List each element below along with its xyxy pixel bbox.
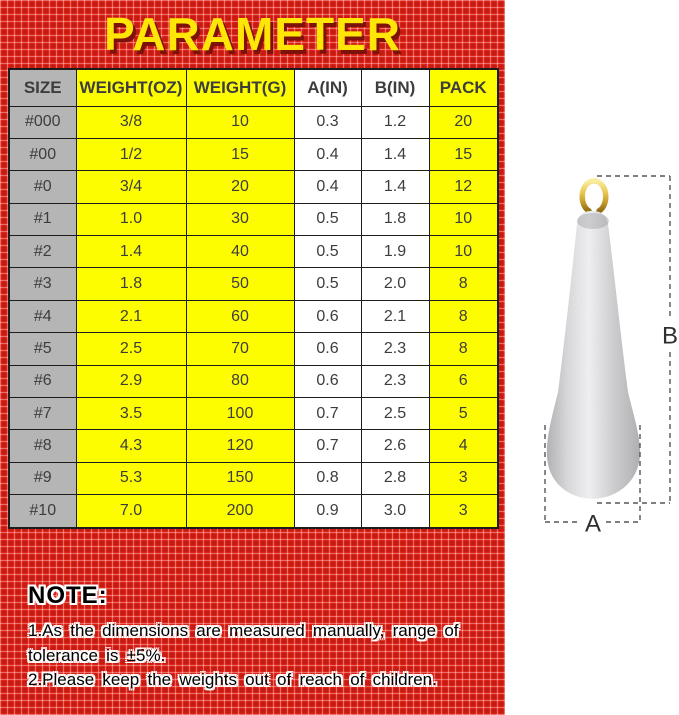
note-section [28,582,480,693]
table-cell: 1.4 [76,236,186,268]
column-header-weight-g: WEIGHT(G) [186,69,294,106]
eyelet-icon [582,181,605,211]
table-cell: 3.5 [76,398,186,430]
table-row [9,203,498,235]
table-cell: 40 [186,236,294,268]
table-cell: 50 [186,268,294,300]
table-row [9,365,498,397]
table-header-row [9,69,498,106]
table-cell: 0.8 [294,462,361,494]
table-cell: 0.5 [294,236,361,268]
table-cell: 4 [429,430,498,462]
table-cell: 10 [186,106,294,138]
table-cell: 1.8 [76,268,186,300]
table-cell: 12 [429,171,498,203]
table-cell: 2.3 [361,333,429,365]
table-cell: 2.9 [76,365,186,397]
table-cell: 1/2 [76,138,186,170]
table-cell: 3/8 [76,106,186,138]
table-cell: 0.7 [294,398,361,430]
table-cell: 1.4 [361,171,429,203]
column-header-a-in: A(IN) [294,69,361,106]
sinker-diagram [505,0,679,715]
table-cell: 7.0 [76,495,186,528]
table-row [9,333,498,365]
table-body [9,106,498,528]
table-cell: 3/4 [76,171,186,203]
table-cell: 70 [186,333,294,365]
table-cell: 0.3 [294,106,361,138]
table-cell: #3 [9,268,76,300]
table-cell: #6 [9,365,76,397]
table-cell: 0.5 [294,203,361,235]
table-cell: 0.5 [294,268,361,300]
table-row [9,236,498,268]
column-header-size: SIZE [9,69,76,106]
table-row [9,268,498,300]
table-row [9,462,498,494]
table-cell: 0.7 [294,430,361,462]
table-row [9,106,498,138]
sinker-body [547,211,640,499]
table-cell: #1 [9,203,76,235]
column-header-pack: PACK [429,69,498,106]
table-cell: 2.6 [361,430,429,462]
table-cell: 1.4 [361,138,429,170]
table-cell: 100 [186,398,294,430]
table-cell: 3 [429,462,498,494]
table-cell: #2 [9,236,76,268]
product-photo-area [505,0,679,715]
table-row [9,138,498,170]
table-row [9,430,498,462]
table-cell: #5 [9,333,76,365]
table-cell: 20 [429,106,498,138]
table-cell: #10 [9,495,76,528]
note-heading: NOTE: [28,582,108,609]
table-cell: 2.3 [361,365,429,397]
table-cell: 120 [186,430,294,462]
table-cell: 10 [429,236,498,268]
table-row [9,300,498,332]
note-line-2: tolerance is ±5%. [28,645,166,665]
table-cell: 5 [429,398,498,430]
dim-label-a: A [584,510,602,538]
table-row [9,171,498,203]
table-cell: 150 [186,462,294,494]
table-cell: 10 [429,203,498,235]
table-cell: 8 [429,300,498,332]
table-cell: 0.6 [294,365,361,397]
table-cell: 20 [186,171,294,203]
table-cell: 0.6 [294,333,361,365]
table-cell: #8 [9,430,76,462]
table-cell: #7 [9,398,76,430]
table-cell: #000 [9,106,76,138]
column-header-b-in: B(IN) [361,69,429,106]
table-cell: 200 [186,495,294,528]
table-cell: 1.8 [361,203,429,235]
note-line-1: 1.As the dimensions are measured manually, range of [28,621,459,640]
table-cell: 3 [429,495,498,528]
table-cell: 0.9 [294,495,361,528]
table-cell: 15 [429,138,498,170]
table-cell: 2.1 [76,300,186,332]
page-title: PARAMETER [104,8,401,60]
table-cell: 2.5 [361,398,429,430]
column-header-weight-oz: WEIGHT(OZ) [76,69,186,106]
table-cell: #0 [9,171,76,203]
table-row [9,398,498,430]
table-cell: 15 [186,138,294,170]
table-cell: 8 [429,333,498,365]
table-cell: #4 [9,300,76,332]
note-line-3: 2.Please keep the weights out of reach of children. [28,670,437,689]
table-cell: 2.1 [361,300,429,332]
table-row [9,495,498,528]
table-cell: 0.4 [294,138,361,170]
table-cell: 1.2 [361,106,429,138]
table-cell: 60 [186,300,294,332]
table-cell: 2.5 [76,333,186,365]
table-cell: #9 [9,462,76,494]
table-cell: 0.4 [294,171,361,203]
table-cell: 2.8 [361,462,429,494]
parameter-table [8,68,499,529]
table-cell: 8 [429,268,498,300]
table-cell: 2.0 [361,268,429,300]
table-cell: 1.0 [76,203,186,235]
dim-label-b: B [661,322,679,350]
table-cell: 5.3 [76,462,186,494]
table-cell: 4.3 [76,430,186,462]
table-cell: 1.9 [361,236,429,268]
table-cell: #00 [9,138,76,170]
table-cell: 80 [186,365,294,397]
table-cell: 30 [186,203,294,235]
table-cell: 3.0 [361,495,429,528]
table-cell: 0.6 [294,300,361,332]
table-cell: 6 [429,365,498,397]
